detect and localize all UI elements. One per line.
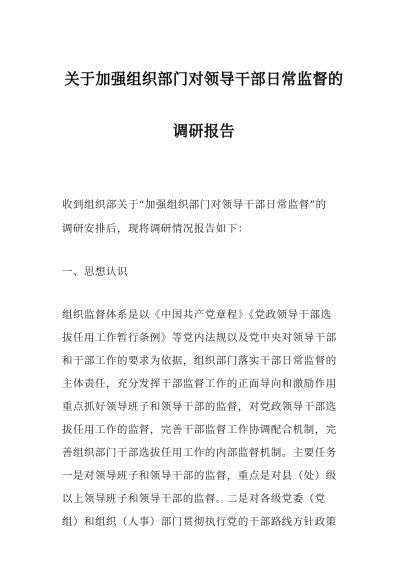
- document-title-line-2: 调研报告: [172, 122, 235, 140]
- paragraph-line: 组）和组织（人事）部门贯彻执行党的干部路线方针政策: [62, 516, 337, 528]
- paragraph-line: 组织监督体系是以《中国共产党章程》《党政领导干部选: [62, 309, 332, 321]
- paragraph-line: 拔任用工作的监督，完善干部监督工作协调配合机制，完: [62, 424, 337, 436]
- paragraph-line: 重点抓好领导班子和领导干部的监督，对党政领导干部选: [62, 401, 337, 413]
- paragraph-line: 和干部工作的要求为依据，组织部门落实干部日常监督的: [62, 355, 337, 367]
- paragraph-line: 拔任用工作暂行条例》等党内法规以及党中央对领导干部: [62, 332, 337, 344]
- document-title-line-1: 关于加强组织部门对领导干部日常监督的: [64, 70, 344, 88]
- paragraph-line: 以上领导班子和领导干部的监督。二是对各级党委（党: [62, 493, 326, 505]
- intro-line: 收到组织部关于“加强组织部门对领导干部日常监督”的: [62, 199, 327, 211]
- paragraph-line: 一是对领导班子和领导干部的监督，重点是对县（处）级: [62, 470, 337, 482]
- paragraph-line: 善组织部门干部选拔任用工作的内部监督机制。主要任务: [62, 447, 337, 459]
- paragraph-line: 主体责任，充分发挥干部监督工作的正面导向和激励作用: [62, 378, 337, 390]
- section-heading: 一、思想认识: [62, 266, 128, 278]
- intro-line: 调研安排后，现将调研情况报告如下：: [62, 223, 249, 235]
